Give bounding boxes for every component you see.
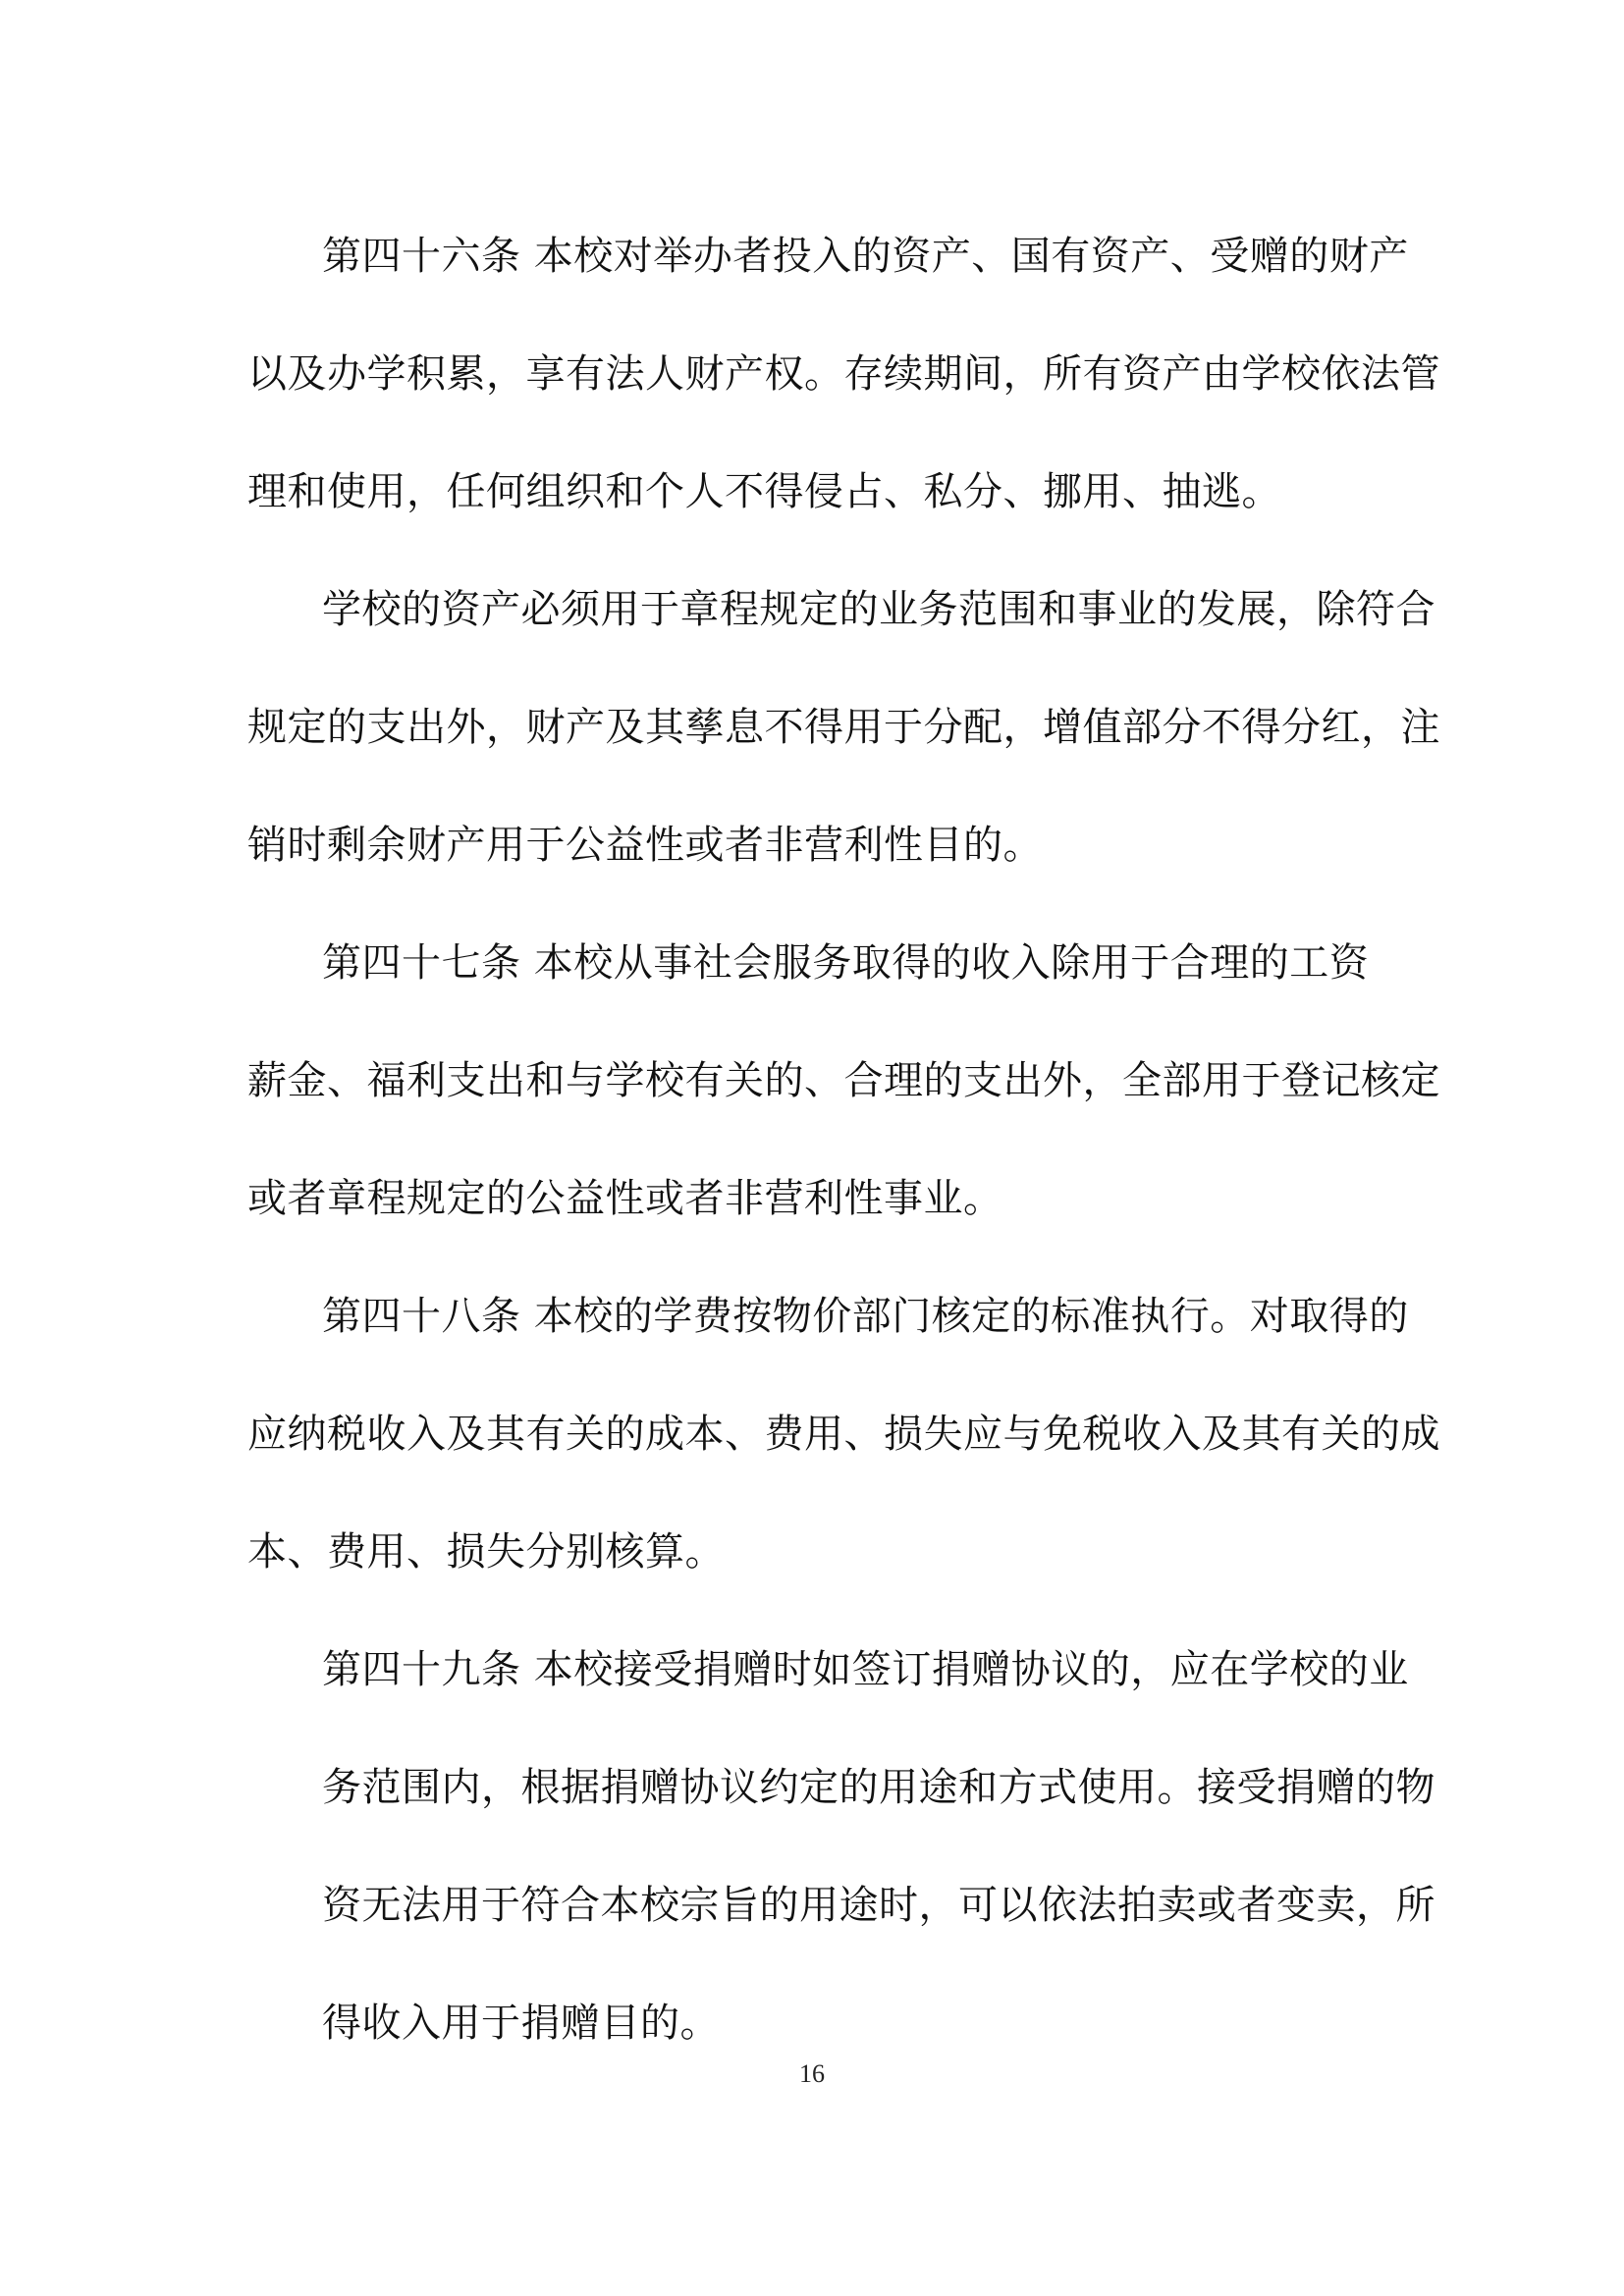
article-46-para2-line-3: 销时剩余财产用于公益性或者非营利性目的。 (247, 823, 1043, 868)
article-49-line-4: 得收入用于捐赠目的。 (322, 2001, 720, 2046)
article-49-line-2: 务范围内，根据捐赠协议约定的用途和方式使用。接受捐赠的物 (322, 1765, 1435, 1810)
article-47-line-3: 或者章程规定的公益性或者非营利性事业。 (247, 1176, 1003, 1221)
article-47-line-2: 薪金、福利支出和与学校有关的、合理的支出外，全部用于登记核定 (247, 1058, 1440, 1103)
article-48-line-2: 应纳税收入及其有关的成本、费用、损失应与免税收入及其有关的成 (247, 1412, 1440, 1457)
article-48-line-3: 本、费用、损失分别核算。 (247, 1529, 725, 1575)
article-46-line-2: 以及办学积累，享有法人财产权。存续期间，所有资产由学校依法管 (247, 351, 1440, 397)
article-49-line-1: 第四十九条 本校接受捐赠时如签订捐赠协议的，应在学校的业 (322, 1647, 1409, 1692)
page-number: 16 (799, 2059, 825, 2088)
article-49-line-3: 资无法用于符合本校宗旨的用途时，可以依法拍卖或者变卖，所 (322, 1883, 1435, 1928)
article-47-line-1: 第四十七条 本校从事社会服务取得的收入除用于合理的工资 (322, 940, 1370, 986)
article-46-para2-line-1: 学校的资产必须用于章程规定的业务范围和事业的发展，除符合 (322, 587, 1435, 632)
article-46-para2-line-2: 规定的支出外，财产及其孳息不得用于分配，增值部分不得分红，注 (247, 705, 1440, 750)
article-46-line-3: 理和使用，任何组织和个人不得侵占、私分、挪用、抽逃。 (247, 469, 1281, 514)
article-48-line-1: 第四十八条 本校的学费按物价部门核定的标准执行。对取得的 (322, 1294, 1409, 1339)
article-46-line-1: 第四十六条 本校对举办者投入的资产、国有资产、受赠的财产 (322, 234, 1409, 279)
